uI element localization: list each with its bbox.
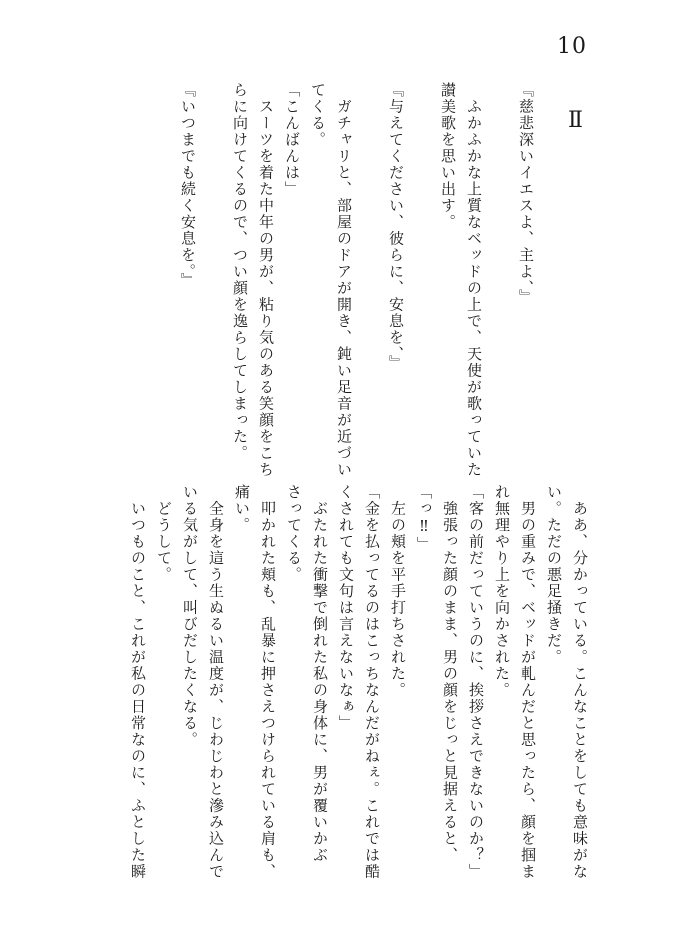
text-line: 左の頬を平手打ちされた。 [389,484,407,699]
text-line: 「客の前だっていうのに、挨拶さえできないのか？」 [467,484,485,880]
upper-text-block [167,82,539,478]
text-line: スーツを着た中年の男が、粘り気のある笑顔をこち [257,82,275,478]
text-line: ガチャリと、部屋のドアが開き、鈍い足音が近づい [335,82,353,478]
text-line: 叩かれた頬も、乱暴に押さえつけられている肩も、 [259,484,277,880]
blank-line [487,82,513,474]
text-line: いる気がして、叫びだしたくなる。 [181,484,199,748]
text-line: さってくる。 [285,484,303,583]
blank-line [409,82,435,474]
text-line: 「金を払ってるのはこっちなんだがねぇ。これでは酷 [363,484,381,880]
text-line: 男の重みで、ベッドが軋んだと思ったら、顔を掴ま [519,484,537,880]
text-line: 「っ‼」 [415,484,433,553]
text-line: 讃美歌を思い出す。 [439,82,457,231]
blank-line [201,82,227,474]
text-line: 『いつまでも続く安息を。』 [179,82,197,289]
chapter-numeral: Ⅱ [568,108,583,133]
text-line: 「こんばんは」 [283,82,301,198]
text-line: れ無理やり上を向かされた。 [493,484,511,699]
text-line: どうして。 [155,484,173,583]
text-line: 『慈悲深いイエスよ、主よ、』 [517,82,535,306]
text-line: 強張った顔のまま、男の顔をじっと見据えると、 [441,484,459,864]
text-line: 全身を這う生ぬるい温度が、じわじわと滲み込んで [207,484,225,880]
text-line: ぶたれた衝撃で倒れた私の身体に、男が覆いかぶ [311,484,329,864]
text-line: ああ、分かっている。こんなことをしても意味がな [571,484,589,880]
page-number: 10 [557,34,587,59]
text-line: いつものこと、これが私の日常なのに、ふとした瞬 [129,484,147,880]
text-line: 痛い。 [233,484,251,534]
text-line: くされても文句は言えないなぁ」 [337,484,355,732]
lower-text-block [103,484,593,880]
text-line: ふかふかな上質なベッドの上で、天使が歌っていた [465,82,483,478]
blank-line [357,82,383,474]
text-line: 『与えてください、彼らに、安息を、』 [387,82,405,372]
text-line: い。ただの悪足掻きだ。 [545,484,563,666]
text-line: てくる。 [309,82,327,148]
text-line: らに向けてくるので、つい顔を逸らしてしまった。 [231,82,249,462]
